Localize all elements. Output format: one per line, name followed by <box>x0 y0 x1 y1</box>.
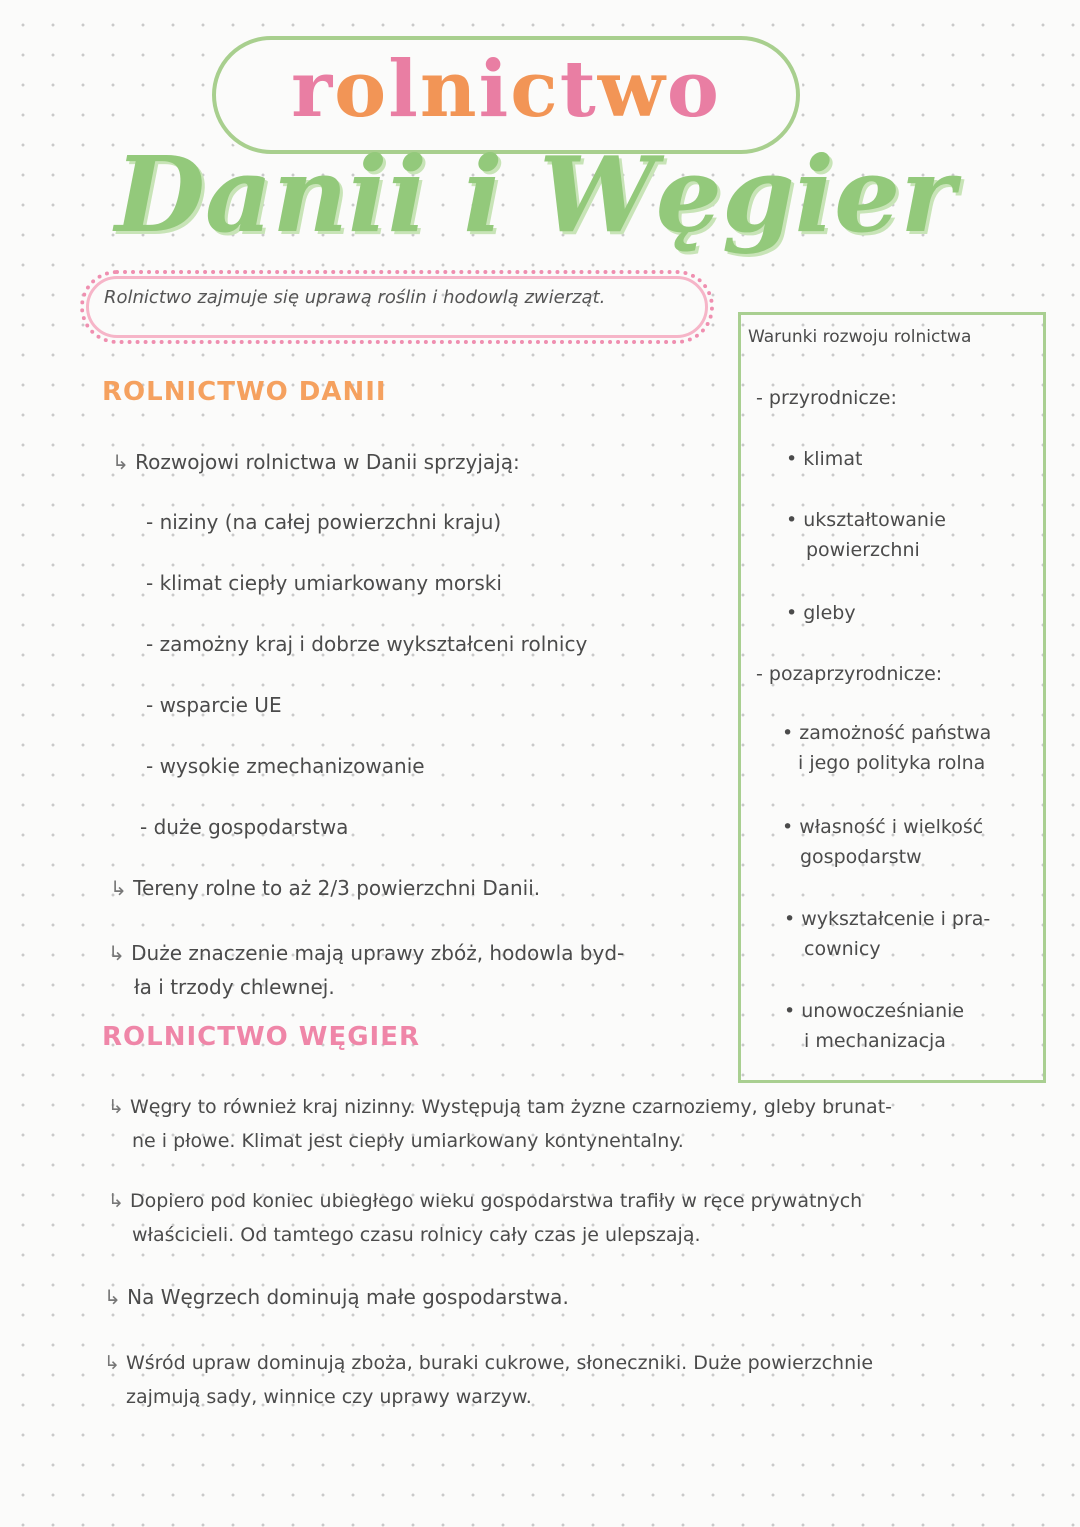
arrow-icon: ↳ <box>112 450 129 474</box>
arrow-icon: ↳ <box>104 1285 121 1309</box>
arrow-icon: ↳ <box>108 941 125 965</box>
title-letter: i <box>478 44 511 135</box>
denmark-note-text: ła i trzody chlewnej. <box>134 975 335 999</box>
hungary-paragraph-text: Wśród upraw dominują zboża, buraki cukrowe, słoneczniki. Duże powierzchnie <box>125 1352 874 1374</box>
denmark-note <box>108 936 728 1004</box>
hungary-paragraph-text: ne i płowe. Klimat jest ciepły umiarkowany kontynentalny. <box>132 1130 684 1152</box>
denmark-factor: - wysokie zmechanizowanie <box>146 754 425 778</box>
condition-item-text: powierzchni <box>806 539 920 561</box>
denmark-note-text: Tereny rolne to aż 2/3 powierzchni Danii. <box>133 876 541 900</box>
condition-item-text: • ukształtowanie <box>786 509 946 531</box>
title-letter: o <box>334 44 389 135</box>
hungary-heading: ROLNICTWO WĘGIER <box>102 1022 421 1052</box>
definition-text: Rolnictwo zajmuje się uprawą roślin i hodowlą zwierząt. <box>104 287 606 308</box>
condition-item-text: i mechanizacja <box>804 1030 946 1052</box>
hungary-paragraph <box>104 1285 569 1309</box>
condition-item-text: • własność i wielkość <box>782 816 984 838</box>
title-line2: Danii i Węgier <box>114 133 956 256</box>
title-letter: w <box>597 44 667 135</box>
denmark-factor: - niziny (na całej powierzchni kraju) <box>146 510 502 534</box>
natural-heading: - przyrodnicze: <box>756 387 897 409</box>
arrow-icon: ↳ <box>108 1096 124 1118</box>
condition-item: • klimat <box>786 448 863 470</box>
hungary-paragraph-text: Węgry to również kraj nizinny. Występują tam żyzne czarnoziemy, gleby brunat- <box>129 1096 893 1118</box>
hungary-paragraph <box>104 1346 1044 1414</box>
denmark-factor: - klimat ciepły umiarkowany morski <box>146 571 502 595</box>
denmark-factor: - zamożny kraj i dobrze wykształceni rolnicy <box>146 632 588 656</box>
condition-item <box>782 718 991 778</box>
condition-item <box>784 904 990 964</box>
denmark-factor: - wsparcie UE <box>146 693 282 717</box>
condition-item-text: • wykształcenie i pra- <box>784 908 991 930</box>
hungary-paragraph-text: właścicieli. Od tamtego czasu rolnicy cały czas je ulepszają. <box>132 1224 701 1246</box>
denmark-note <box>110 876 540 900</box>
title-letter: n <box>419 44 479 135</box>
title-letter: t <box>559 44 598 135</box>
condition-item-text: gospodarstw <box>800 846 922 868</box>
conditions-title: Warunki rozwoju rolnictwa <box>748 327 972 347</box>
nonnatural-heading: - pozaprzyrodnicze: <box>756 663 943 685</box>
title-letter: o <box>666 44 721 135</box>
condition-item-text: • unowocześnianie <box>784 1000 965 1022</box>
denmark-factor: - duże gospodarstwa <box>140 815 349 839</box>
hungary-paragraph-text: Na Węgrzech dominują małe gospodarstwa. <box>127 1285 569 1309</box>
title-letter: c <box>510 44 560 135</box>
arrow-icon: ↳ <box>110 876 127 900</box>
denmark-heading: ROLNICTWO DANII <box>102 377 387 407</box>
condition-item-text: cownicy <box>804 938 881 960</box>
title-letter: l <box>388 44 420 135</box>
denmark-intro-text: Rozwojowi rolnictwa w Danii sprzyjają: <box>135 450 520 474</box>
hungary-paragraph <box>108 1184 1048 1252</box>
condition-item <box>784 996 964 1056</box>
conditions-box <box>738 312 1046 1083</box>
hungary-paragraph-text: zajmują sady, winnice czy uprawy warzyw. <box>126 1386 532 1408</box>
title-line1 <box>212 40 800 140</box>
denmark-intro <box>112 450 520 474</box>
condition-item <box>782 812 983 872</box>
condition-item <box>786 505 946 565</box>
denmark-note-text: Duże znaczenie mają uprawy zbóż, hodowla byd- <box>131 941 625 965</box>
hungary-paragraph <box>108 1090 1048 1158</box>
title-letter: r <box>291 44 335 135</box>
arrow-icon: ↳ <box>104 1352 120 1374</box>
hungary-paragraph-text: Dopiero pod koniec ubiegłego wieku gospodarstwa trafiły w ręce prywatnych <box>129 1190 863 1212</box>
condition-item-text: • zamożność państwa <box>782 722 992 744</box>
arrow-icon: ↳ <box>108 1190 124 1212</box>
condition-item-text: i jego polityka rolna <box>798 752 986 774</box>
condition-item: • gleby <box>786 602 856 624</box>
